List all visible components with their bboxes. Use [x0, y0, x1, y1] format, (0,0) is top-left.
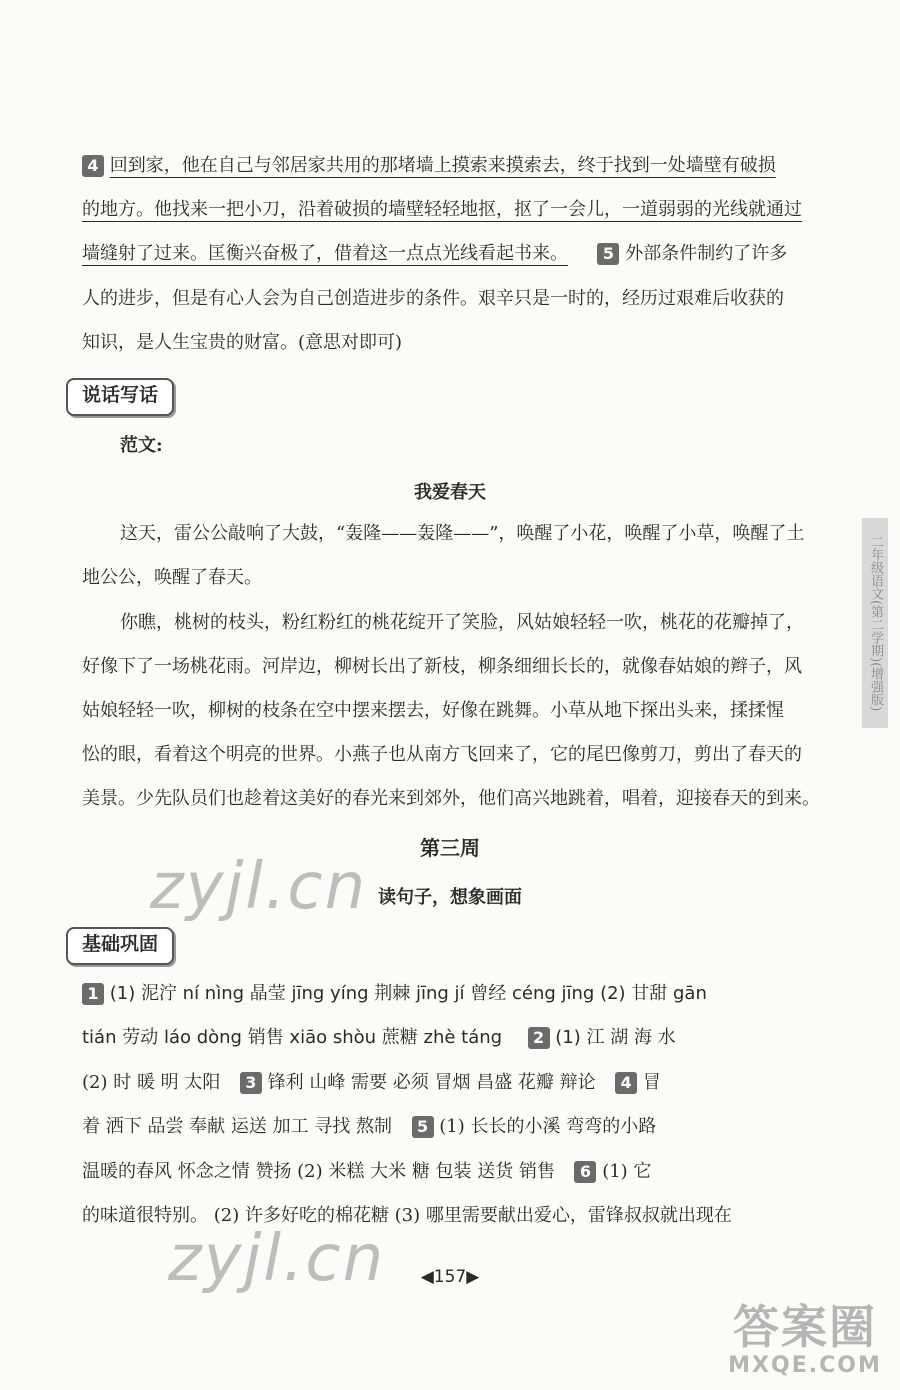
essay-title: 我爱春天 [414, 482, 486, 503]
question-badge-5: 5 [597, 243, 619, 265]
logo-main-text: 答案圈 [733, 1300, 877, 1354]
logo-sub-text: MXQE.COM [728, 1353, 882, 1378]
sample-label: 范文: [120, 435, 163, 456]
question-badge-5b: 5 [412, 1116, 434, 1138]
question-badge-6: 6 [574, 1161, 596, 1183]
essay-line: 这天，雷公公敲响了大鼓，“轰隆——轰隆——”，唤醒了小花，唤醒了小草，唤醒了土 [120, 523, 805, 544]
answer-text: (1) 泥泞 ní nìng 晶莹 jīng yíng 荆棘 jīng jí 曾经 céng jīng (2) 甘甜 gān [109, 983, 707, 1004]
week-title: 第三周 [420, 836, 480, 860]
answer-text: 锋利 山峰 需要 必须 冒烟 昌盛 花瓣 辩论 [267, 1072, 596, 1093]
basics-line-1 [82, 982, 707, 1006]
essay-line: 姑娘轻轻一吹，柳树的枝条在空中摆来摆去，好像在跳舞。小草从地下探出头来，揉揉惺 [82, 700, 784, 721]
basics-line-2 [82, 1026, 676, 1050]
essay-line: 好像下了一场桃花雨。河岸边，柳树长出了新枝，柳条细细长长的，就像春姑娘的辫子，风 [82, 656, 802, 677]
answer-line-4: 人的进步，但是有心人会为自己创造进步的条件。艰辛只是一时的，经历过艰难后收获的 [82, 288, 784, 309]
basics-line-3 [82, 1071, 661, 1095]
week-subtitle: 读句子，想象画面 [378, 887, 522, 908]
basics-line-6: 的味道很特别。 (2) 许多好吃的棉花糖 (3) 哪里需要献出爱心，雷锋叔叔就出现在 [82, 1205, 732, 1226]
essay-line: 你瞧，桃树的枝头，粉红粉红的桃花绽开了笑脸，风姑娘轻轻一吹，桃花的花瓣掉了， [120, 612, 804, 633]
answer-text: (2) 时 暖 明 太阳 [82, 1072, 221, 1093]
answer-text: 温暖的春风 怀念之情 赞扬 (2) 米糕 大米 糖 包装 送货 销售 [82, 1161, 555, 1182]
question-badge-2: 2 [528, 1027, 550, 1049]
watermark: zyjl.cn [150, 850, 368, 924]
question-badge-4: 4 [82, 155, 104, 177]
basics-line-5 [82, 1160, 651, 1184]
answer-line-1 [82, 154, 776, 178]
essay-line: 美景。少先队员们也趁着这美好的春光来到郊外，他们高兴地跳着，唱着，迎接春天的到来。 [82, 788, 820, 809]
side-book-tab: 二年级语文(第二学期)(增强版) [862, 518, 888, 728]
answer-text: tián 劳动 láo dòng 销售 xiāo shòu 蔗糖 zhè táng [82, 1027, 503, 1048]
essay-line: 忪的眼，看着这个明亮的世界。小燕子也从南方飞回来了，它的尾巴像剪刀，剪出了春天的 [82, 744, 802, 765]
answer-text: (1) 江 湖 海 水 [555, 1027, 676, 1048]
question-badge-1: 1 [82, 983, 104, 1005]
answer-text: 墙缝射了过来。匡衡兴奋极了，借着这一点点光线看起书来。 [82, 243, 568, 264]
answer-line-5: 知识，是人生宝贵的财富。(意思对即可) [82, 332, 403, 353]
answer-text: 着 洒下 品尝 奉献 运送 加工 寻找 熬制 [82, 1116, 393, 1137]
answer-text: (1) 长长的小溪 弯弯的小路 [439, 1116, 657, 1137]
question-badge-3: 3 [240, 1072, 262, 1094]
answer-line-3 [82, 242, 787, 266]
section-tag-speaking-writing: 说话写话 [66, 378, 174, 416]
section-tag-basics: 基础巩固 [66, 927, 174, 965]
watermark: zyjl.cn [168, 1222, 386, 1296]
answer-line-2: 的地方。他找来一把小刀，沿着破损的墙壁轻轻地抠，抠了一会儿，一道弱弱的光线就通过 [82, 199, 802, 220]
answer-text: 外部条件制约了许多 [625, 243, 788, 264]
page-number: ◀157▶ [420, 1267, 480, 1287]
answer-text: 冒 [642, 1072, 661, 1093]
question-badge-4b: 4 [615, 1072, 637, 1094]
essay-line: 地公公，唤醒了春天。 [82, 567, 262, 588]
basics-line-4 [82, 1115, 656, 1139]
answer-text: (1) 它 [602, 1161, 652, 1182]
site-logo [720, 1300, 890, 1382]
answer-text: 回到家，他在自己与邻居家共用的那堵墙上摸索来摸索去，终于找到一处墙壁有破损 [109, 155, 776, 176]
